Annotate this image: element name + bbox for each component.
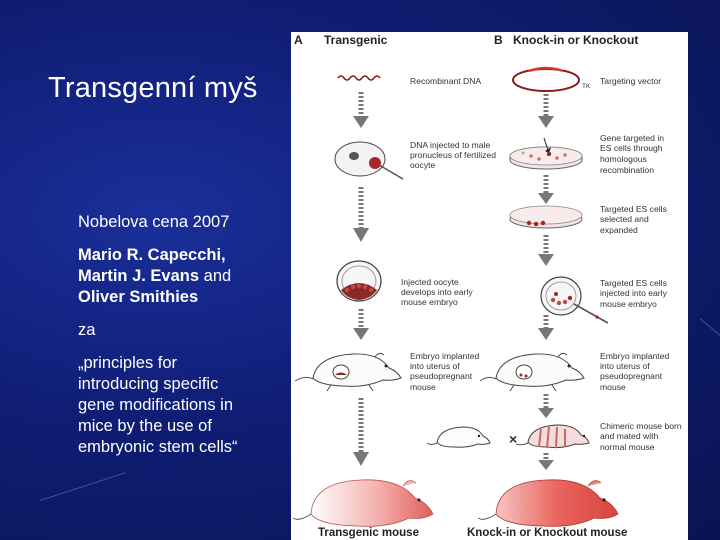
panel-b-letter: B bbox=[494, 33, 503, 47]
arrow-icon bbox=[353, 187, 369, 242]
citation-line-5: embryonic stem cells“ bbox=[78, 438, 238, 456]
label-gene-4: recombination bbox=[600, 165, 654, 175]
label-develops-2: develops into early bbox=[401, 287, 473, 297]
label-gene-3: homologous bbox=[600, 154, 647, 164]
citation bbox=[78, 353, 238, 458]
label-es-2: selected and bbox=[600, 214, 649, 224]
pseudopregnant-mouse-b-icon bbox=[480, 353, 584, 391]
label-recombinant-dna: Recombinant DNA bbox=[410, 76, 482, 86]
blastocyst-icon bbox=[337, 261, 381, 301]
label-injected-1: DNA injected to male bbox=[410, 140, 491, 150]
citation-line-3: gene modifications in bbox=[78, 396, 234, 414]
label-inj-2: injected into early bbox=[600, 288, 667, 298]
prize-heading: Nobelova cena 2007 bbox=[78, 213, 230, 231]
label-implanted-a-1: Embryo implanted bbox=[410, 351, 480, 361]
arrow-icon bbox=[353, 398, 369, 466]
label-es-3: expanded bbox=[600, 225, 638, 235]
arrow-icon bbox=[538, 175, 554, 204]
label-chimeric-1: Chimeric mouse born bbox=[600, 421, 682, 431]
label-develops-3: mouse embryo bbox=[401, 297, 458, 307]
label-es-1: Targeted ES cells bbox=[600, 204, 667, 214]
label-transgenic-mouse: Transgenic mouse bbox=[318, 527, 419, 539]
citation-line-4: mice by the use of bbox=[78, 417, 212, 435]
label-implanted-b-3: pseudopregnant bbox=[600, 371, 663, 381]
arrow-icon bbox=[538, 235, 554, 266]
laureate-line-1: Mario R. Capecchi, bbox=[78, 246, 226, 264]
panel-b-title: Knock-in or Knockout bbox=[513, 33, 639, 47]
slide-title: Transgenní myš bbox=[48, 72, 258, 104]
label-inj-3: mouse embryo bbox=[600, 299, 657, 309]
label-implanted-b-4: mouse bbox=[600, 382, 626, 392]
arrow-icon bbox=[353, 92, 369, 128]
laureates bbox=[78, 245, 231, 308]
pseudopregnant-mouse-icon bbox=[295, 353, 401, 391]
label-gene-2: ES cells through bbox=[600, 143, 663, 153]
label-chimeric-3: normal mouse bbox=[600, 442, 655, 452]
laureate-names-2: Martin J. Evans bbox=[78, 267, 200, 285]
arrow-icon bbox=[538, 453, 554, 470]
label-implanted-a-3: pseudopregnant bbox=[410, 371, 473, 381]
citation-line-2: introducing specific bbox=[78, 375, 219, 393]
recombinant-dna-icon bbox=[338, 76, 380, 80]
diagram-svg bbox=[291, 32, 688, 540]
citation-line-1: „principles for bbox=[78, 354, 178, 372]
label-implanted-a-2: into uterus of bbox=[410, 361, 460, 371]
knockout-mouse-icon bbox=[478, 480, 618, 527]
for-word: za bbox=[78, 321, 96, 339]
arrow-icon bbox=[538, 315, 554, 340]
label-injected-3: oocyte bbox=[410, 160, 436, 170]
label-inj-1: Targeted ES cells bbox=[600, 278, 667, 288]
transgenic-diagram bbox=[291, 32, 688, 540]
expanded-es-cells-dish-icon bbox=[510, 206, 582, 228]
arrow-icon bbox=[353, 309, 369, 340]
chimeric-mouse-icon bbox=[516, 425, 589, 448]
background-streak bbox=[700, 318, 720, 344]
label-knockout-mouse: Knock-in or Knockout mouse bbox=[467, 527, 628, 539]
targeting-vector-icon bbox=[513, 68, 579, 91]
laureate-and: and bbox=[203, 267, 232, 285]
arrow-icon bbox=[538, 394, 554, 418]
label-implanted-a-4: mouse bbox=[410, 382, 436, 392]
label-targeting-vector: Targeting vector bbox=[600, 76, 662, 86]
label-develops-1: Injected oocyte bbox=[401, 277, 459, 287]
oocyte-injection-icon bbox=[335, 142, 403, 179]
background-streak bbox=[40, 472, 126, 501]
label-injected-2: pronucleus of fertilized bbox=[410, 150, 496, 160]
label-implanted-b-2: into uterus of bbox=[600, 361, 650, 371]
cross-symbol: × bbox=[509, 431, 518, 447]
panel-a-letter: A bbox=[294, 33, 303, 47]
normal-mouse-icon bbox=[427, 427, 490, 447]
label-implanted-b-1: Embryo implanted bbox=[600, 351, 670, 361]
es-cell-dish-icon bbox=[510, 138, 582, 169]
laureate-line-2 bbox=[78, 266, 231, 287]
es-cell-injection-icon bbox=[541, 277, 608, 323]
label-gene-1: Gene targeted in bbox=[600, 133, 665, 143]
panel-a-title: Transgenic bbox=[324, 33, 388, 47]
label-tk: TK bbox=[582, 83, 591, 90]
laureate-line-3: Oliver Smithies bbox=[78, 288, 199, 306]
arrow-icon bbox=[538, 94, 554, 128]
label-chimeric-2: and mated with bbox=[600, 431, 659, 441]
transgenic-mouse-icon bbox=[293, 480, 433, 527]
